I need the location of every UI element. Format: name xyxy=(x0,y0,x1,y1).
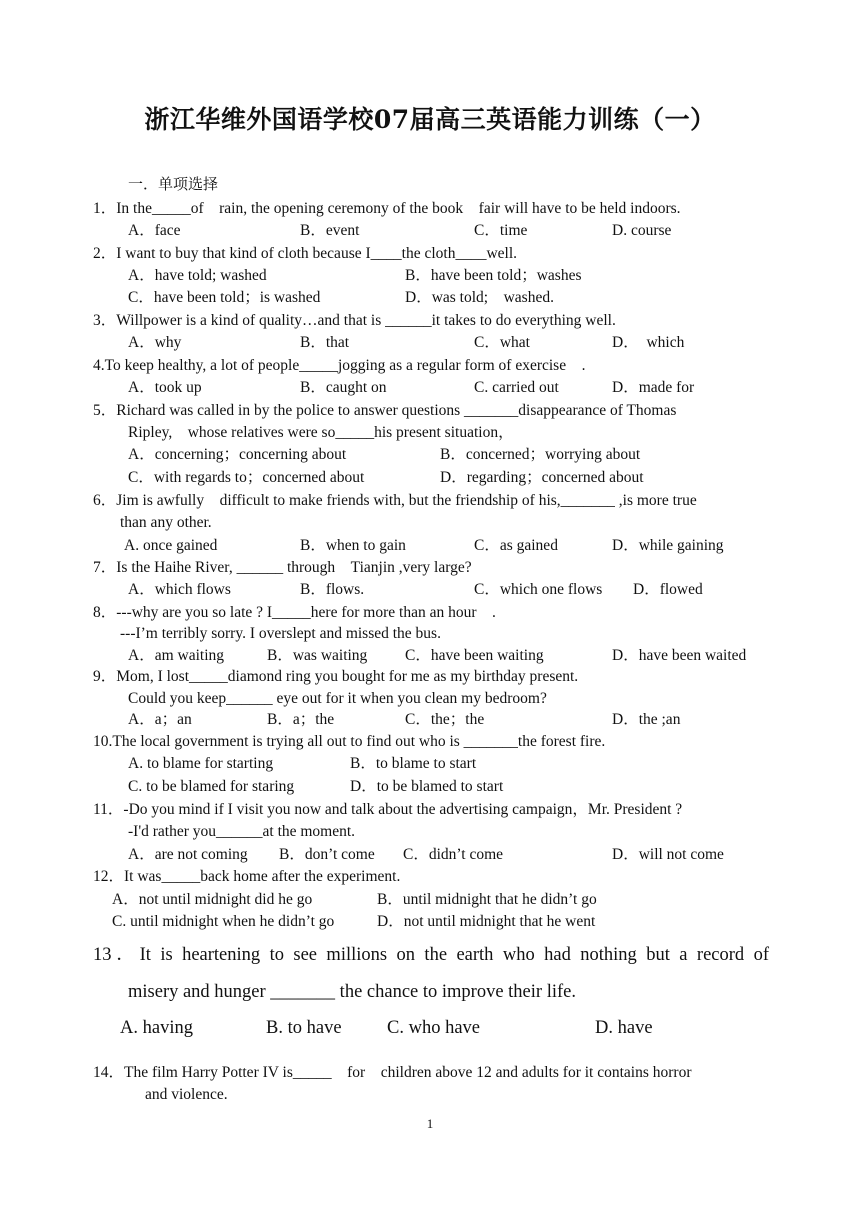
option-b: B．to blame to start xyxy=(350,755,477,772)
question-stem-continued: misery and hunger _______ the chance to improve their life. xyxy=(128,982,576,1002)
question-stem: 4.To keep healthy, a lot of people_____jogging as a regular form of exercise . xyxy=(93,357,586,374)
question-stem: 14．The film Harry Potter IV is_____ for children above 12 and adults for it contains horror xyxy=(93,1064,692,1081)
option-c: C. carried out xyxy=(474,379,559,396)
question-stem: 10.The local government is trying all out to find out who is _______the forest fire. xyxy=(93,733,606,750)
option-b: B．until midnight that he didn’t go xyxy=(377,891,597,908)
option-b: B．flows. xyxy=(300,581,365,598)
option-b: B．a；the xyxy=(267,711,335,728)
option-c: C．with regards to；concerned about xyxy=(128,469,365,486)
section-heading: 一．单项选择 xyxy=(128,175,219,193)
question-stem: 12．It was_____back home after the experiment. xyxy=(93,868,401,885)
option-c: C．which one flows xyxy=(474,581,603,598)
option-d: D．have been waited xyxy=(612,647,747,664)
option-a: A. once gained xyxy=(124,537,218,554)
option-d: D．regarding；concerned about xyxy=(440,469,644,486)
question-stem-continued: -I'd rather you______at the moment. xyxy=(128,823,356,840)
option-d: D．to be blamed to start xyxy=(350,778,504,795)
option-d: D．not until midnight that he went xyxy=(377,913,596,930)
option-b: B．concerned；worrying about xyxy=(440,446,641,463)
question-stem: 6．Jim is awfully difficult to make friends with, but the friendship of his,_______ ,is more true xyxy=(93,492,697,509)
question-stem: 1．In the_____of rain, the opening ceremony of the book fair will have to be held indoors. xyxy=(93,200,681,217)
option-c: C．time xyxy=(474,222,528,239)
question-stem: 8．---why are you so late ? I_____here for more than an hour . xyxy=(93,604,496,621)
option-b: B．event xyxy=(300,222,360,239)
option-a: A．a；an xyxy=(128,711,192,728)
option-d: D．while gaining xyxy=(612,537,724,554)
option-d: D． which xyxy=(612,334,685,351)
option-a: A．took up xyxy=(128,379,202,396)
question-stem: 7．Is the Haihe River, ______ through Tianjin ,very large? xyxy=(93,559,472,576)
option-a: A．face xyxy=(128,222,181,239)
option-b: B．don’t come xyxy=(279,846,375,863)
option-d: D．will not come xyxy=(612,846,724,863)
question-stem-continued: than any other. xyxy=(120,514,212,531)
page-number: 1 xyxy=(426,1116,434,1131)
option-b: B．that xyxy=(300,334,350,351)
option-a: A. to blame for starting xyxy=(128,755,274,772)
option-c: C．have been waiting xyxy=(405,647,544,664)
question-stem-continued: Could you keep______ eye out for it when you clean my bedroom? xyxy=(128,690,547,707)
question-stem: 9．Mom, I lost_____diamond ring you bought for me as my birthday present. xyxy=(93,668,579,685)
question-stem-continued: and violence. xyxy=(145,1086,228,1103)
option-a: A. having xyxy=(120,1018,193,1038)
option-a: A．have told; washed xyxy=(128,267,267,284)
question-stem: 11．-Do you mind if I visit you now and talk about the advertising campaign，Mr. President ? xyxy=(93,801,683,818)
option-a: A．why xyxy=(128,334,182,351)
option-b: B. to have xyxy=(266,1018,342,1038)
question-stem: 5．Richard was called in by the police to answer questions _______disappearance of Thomas xyxy=(93,402,677,419)
option-c: C．what xyxy=(474,334,530,351)
page-title: 浙江华维外国语学校07届高三英语能力训练（一） xyxy=(144,105,716,134)
option-c: C．the；the xyxy=(405,711,485,728)
option-a: A．are not coming xyxy=(128,846,248,863)
option-c: C. until midnight when he didn’t go xyxy=(112,913,335,930)
option-a: A．am waiting xyxy=(128,647,224,664)
option-a: A．concerning；concerning about xyxy=(128,446,347,463)
option-b: B．have been told；washes xyxy=(405,267,582,284)
option-d: D. have xyxy=(595,1018,653,1038)
question-stem: 13．It is heartening to see millions on the earth who had nothing but a record of xyxy=(93,945,769,965)
option-b: B．caught on xyxy=(300,379,387,396)
option-b: B．was waiting xyxy=(267,647,368,664)
question-stem-continued: ---I’m terribly sorry. I overslept and missed the bus. xyxy=(120,625,441,642)
option-c: C．have been told；is washed xyxy=(128,289,321,306)
option-d: D．the ;an xyxy=(612,711,681,728)
question-stem: 3．Willpower is a kind of quality…and that is ______it takes to do everything well. xyxy=(93,312,616,329)
question-stem: 2．I want to buy that kind of cloth because I____the cloth____well. xyxy=(93,245,518,262)
option-a: A．not until midnight did he go xyxy=(112,891,313,908)
question-stem-continued: Ripley, whose relatives were so_____his present situation， xyxy=(128,424,514,441)
option-a: A．which flows xyxy=(128,581,231,598)
option-d: D．was told; washed. xyxy=(405,289,554,306)
option-c: C. who have xyxy=(387,1018,480,1038)
option-d: D．made for xyxy=(612,379,695,396)
option-d: D．flowed xyxy=(633,581,703,598)
option-c: C．as gained xyxy=(474,537,558,554)
option-d: D. course xyxy=(612,222,672,239)
option-b: B．when to gain xyxy=(300,537,406,554)
option-c: C．didn’t come xyxy=(403,846,504,863)
option-c: C. to be blamed for staring xyxy=(128,778,295,795)
